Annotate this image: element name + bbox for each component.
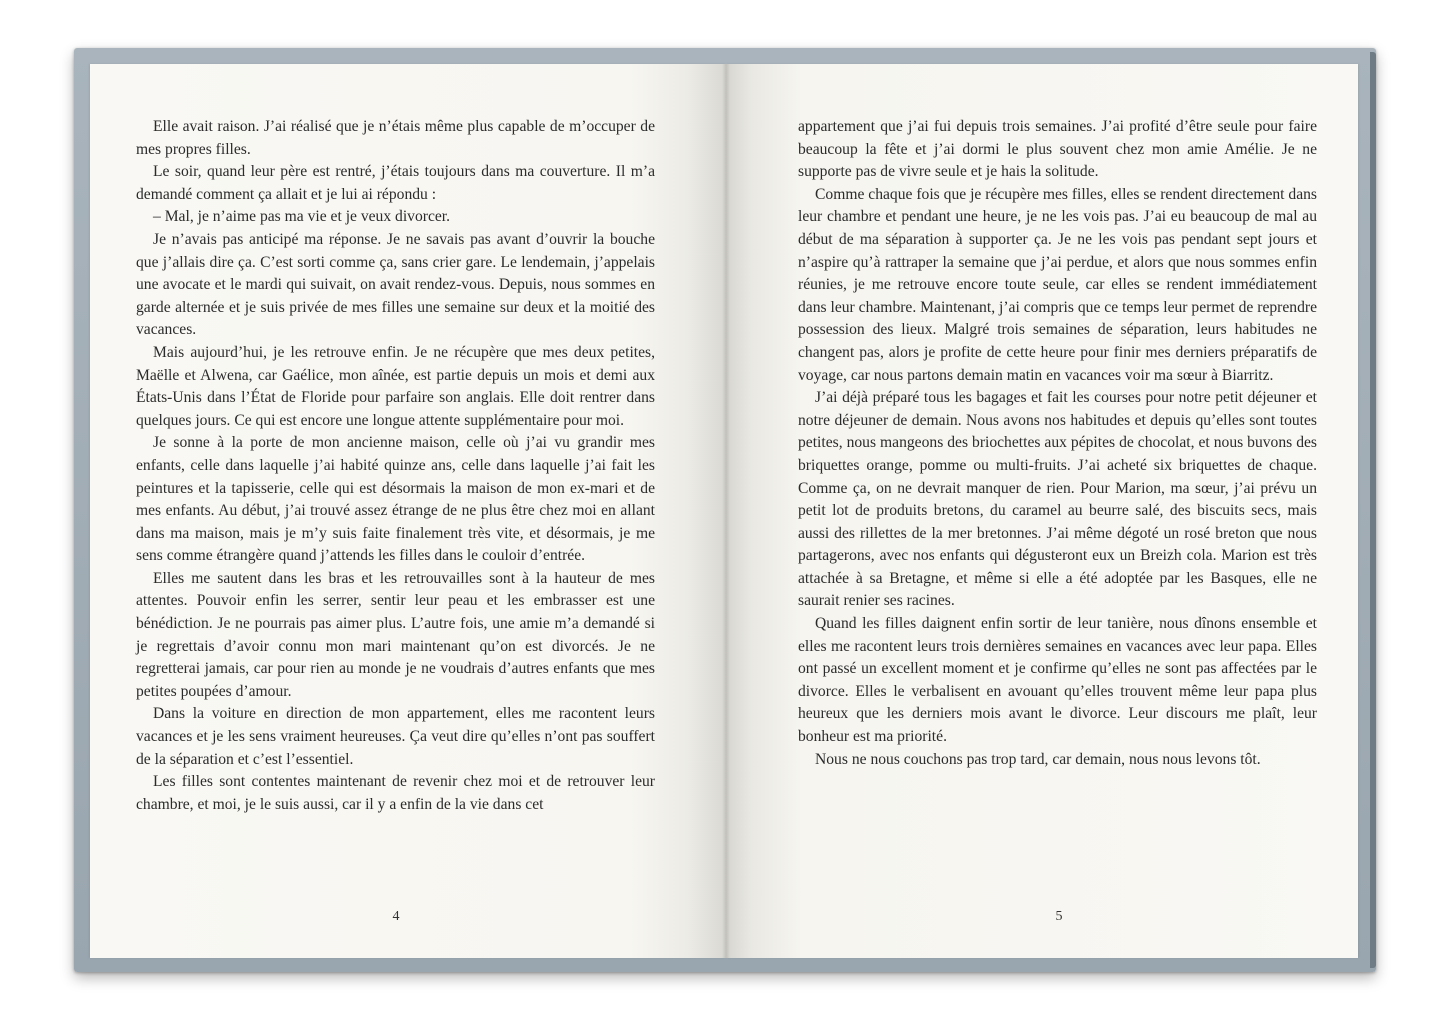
paragraph: appartement que j’ai fui depuis trois semaines. J’ai profité d’être seule pour faire beaucoup la fête et j’ai dormi le plus souvent chez mon amie Amélie. Je ne supporte pas de vivre seule et je hais la solitude. bbox=[798, 118, 1317, 181]
paragraph: Dans la voiture en direction de mon appartement, elles me racontent leurs vacances et je les sens vraiment heureuses. Ça veut dire qu’elles n’ont pas souffert de la séparation et c’est l’essentiel. bbox=[136, 705, 655, 768]
paragraph: Les filles sont contentes maintenant de revenir chez moi et de retrouver leur chambre, et moi, je le suis aussi, car il y a enfin de la vie dans cet bbox=[136, 773, 655, 813]
left-page-text bbox=[136, 116, 655, 816]
paragraph: Elles me sautent dans les bras et les retrouvailles sont à la hauteur de mes attentes. Pouvoir enfin les serrer, sentir leur peau et les embrasser est une bénédiction. Je ne pourrais pas aimer plus. L’autre fois, une amie m’a demandé si je regrettais d’avoir connu mon mari maintenant qu’on est divorcés. Je ne regretterai jamais, car pour rien au monde je ne voudrais d’autres enfants que mes petites poupées d’amour. bbox=[136, 569, 655, 700]
paragraph: Mais aujourd’hui, je les retrouve enfin. Je ne récupère que mes deux petites, Maëlle et Alwena, car Gaélice, mon aînée, est partie depuis un mois et demi aux États-Unis dans l’État de Floride pour parfaire son anglais. Elle doit rentrer dans quelques jours. Ce qui est encore une longue attente supplémentaire pour moi. bbox=[136, 343, 655, 429]
paragraph: – Mal, je n’aime pas ma vie et je veux divorcer. bbox=[153, 208, 451, 226]
paragraph: Elle avait raison. J’ai réalisé que je n’étais même plus capable de m’occuper de mes propres filles. bbox=[136, 118, 655, 158]
paragraph: Comme chaque fois que je récupère mes filles, elles se rendent directement dans leur chambre et pendant une heure, je ne les vois pas. J’ai eu beaucoup de mal au début de ma séparation à supporter ça. Je ne les vois pas pendant sept jours et n’aspire qu’à rattraper la semaine que j’ai perdue, et alors que nous sommes enfin réunies, je me retrouve encore toute seule, car elles se rendent immédiatement dans leur chambre. Maintenant, j’ai compris que ce temps leur permet de reprendre possession des lieux. Malgré trois semaines de séparation, leurs habitudes ne changent pas, alors je profite de cette heure pour finir mes derniers préparatifs de voyage, car nous partons demain matin en vacances voir ma sœur à Biarritz. bbox=[798, 185, 1317, 384]
book-gutter bbox=[722, 64, 730, 958]
page-number-left: 4 bbox=[392, 909, 400, 924]
paragraph: Je sonne à la porte de mon ancienne maison, celle où j’ai vu grandir mes enfants, celle dans laquelle j’ai habité quinze ans, celle dans laquelle j’ai fait les peintures et la tapisserie, celle qui est désormais la maison de mon ex-mari et de mes enfants. Au début, j’ai trouvé assez étrange de ne plus être chez moi en allant dans ma maison, mais je m’y suis faite finalement très vite, et désormais, je me sens comme étrangère quand j’attends les filles dans le couloir d’entrée. bbox=[136, 434, 655, 565]
paragraph: Je n’avais pas anticipé ma réponse. Je ne savais pas avant d’ouvrir la bouche que j’allais dire ça. C’est sorti comme ça, sans crier gare. Le lendemain, j’appelais une avocate et le mardi qui suivait, on avait rendez-vous. Depuis, nous sommes en garde alternée et je suis privée de mes filles une semaine sur deux et la moitié des vacances. bbox=[136, 230, 655, 339]
paragraph: Nous ne nous couchons pas trop tard, car demain, nous nous levons tôt. bbox=[815, 750, 1261, 768]
right-page-text bbox=[798, 116, 1317, 771]
paragraph: Le soir, quand leur père est rentré, j’étais toujours dans ma couverture. Il m’a demandé comment ça allait et je lui ai répondu : bbox=[136, 163, 655, 203]
right-page bbox=[726, 64, 1358, 958]
paragraph: J’ai déjà préparé tous les bagages et fait les courses pour notre petit déjeuner et notre déjeuner de demain. Nous avons nos habitudes et depuis qu’elles sont toutes petites, nous mangeons des briochettes aux pépites de chocolat, et nous buvons des briquettes orange, pomme ou multi-fruits. J’ai acheté six briquettes de chaque. Comme ça, on ne devrait manquer de rien. Pour Marion, ma sœur, j’ai prévu un petit lot de produits bretons, du caramel au beurre salé, des biscuits secs, mais aussi des rillettes de la mer bretonnes. J’ai même dégoté un rosé breton que nous partagerons, avec nos enfants qui dégusteront eux un Breizh cola. Marion est très attachée à sa Bretagne, et même si elle a été adoptée par les Basques, elle ne saurait renier ses racines. bbox=[798, 389, 1317, 610]
book-cover-edge bbox=[1370, 52, 1376, 968]
page-number-right: 5 bbox=[1055, 909, 1063, 924]
paragraph: Quand les filles daignent enfin sortir de leur tanière, nous dînons ensemble et elles me racontent leurs trois dernières semaines en vacances avec leur papa. Elles ont passé un excellent moment et je confirme qu’elles ne sont pas affectées par le divorce. Elles le verbalisent en avouant qu’elles trouvent même leur papa plus heureux que les derniers mois avant le divorce. Leur discours me plaît, leur bonheur est ma priorité. bbox=[798, 615, 1317, 746]
left-page bbox=[90, 64, 726, 958]
